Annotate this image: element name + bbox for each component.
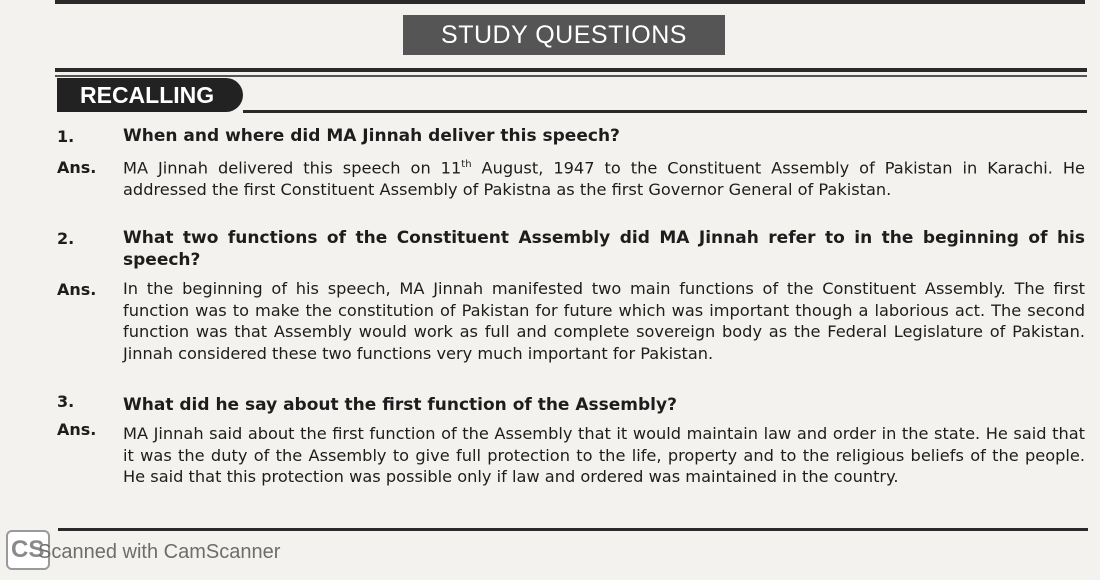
section-rule bbox=[243, 110, 1087, 113]
section-heading: RECALLING bbox=[57, 78, 243, 112]
answer-text bbox=[123, 154, 1085, 200]
question-text: What two functions of the Constituent Assembly did MA Jinnah refer to in the beginning of his speech? bbox=[123, 228, 1085, 270]
watermark-text: Scanned with CamScanner bbox=[38, 541, 281, 563]
answer-text-part: August, 1947 to the Constituent Assembly of Pakistan in Karachi. He addressed the first Constituent Assembly of Pakistna as the first Governor General of Pakistan. bbox=[123, 158, 1085, 199]
answer-label: Ans. bbox=[57, 158, 97, 177]
answer-text-part: MA Jinnah delivered this speech on 11 bbox=[123, 158, 462, 178]
question-number: 2. bbox=[57, 229, 75, 248]
camscanner-logo: CS bbox=[6, 530, 50, 570]
question-text: When and where did MA Jinnah deliver this speech? bbox=[123, 126, 620, 146]
divider-rule-thin bbox=[55, 75, 1087, 77]
question-number: 1. bbox=[57, 127, 75, 146]
top-rule bbox=[55, 0, 1085, 4]
bottom-rule bbox=[58, 528, 1088, 531]
page-title: STUDY QUESTIONS bbox=[403, 15, 725, 55]
question-text: What did he say about the first function of the Assembly? bbox=[123, 395, 677, 415]
answer-text: In the beginning of his speech, MA Jinnah manifested two main functions of the Constituent Assembly. The first function was to make the constitution of Pakistan for future which was important though a laborious act. The second function was that Assembly would work as full and complete sovereign body as the Federal Legislature of Pakistan. Jinnah considered these two functions very much important for Pakistan. bbox=[123, 279, 1085, 363]
answer-label: Ans. bbox=[57, 420, 97, 439]
ordinal-suffix: th bbox=[461, 159, 472, 170]
question-number: 3. bbox=[57, 392, 75, 411]
divider-rule bbox=[55, 68, 1087, 72]
answer-text: MA Jinnah said about the first function of the Assembly that it would maintain law and order in the state. He said that it was the duty of the Assembly to give full protection to the life, property and to the religious beliefs of the people. He said that this protection was possible only if law and ordered was maintained in the country. bbox=[123, 424, 1085, 486]
answer-label: Ans. bbox=[57, 280, 97, 299]
